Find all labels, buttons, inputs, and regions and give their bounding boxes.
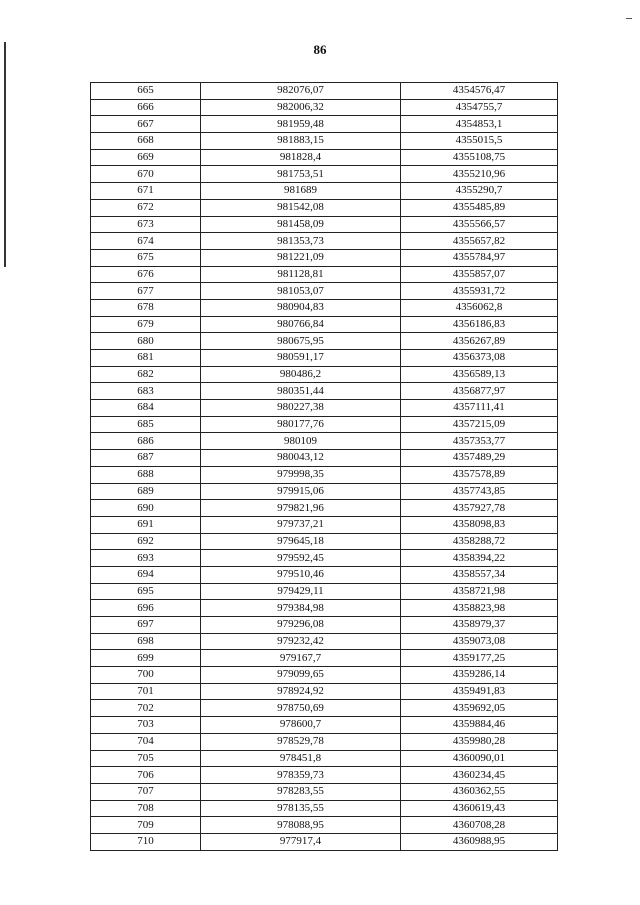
y-coordinate-cell: 4359884,46 [401, 717, 558, 734]
y-coordinate-cell: 4355566,57 [401, 216, 558, 233]
point-number-cell: 681 [91, 350, 201, 367]
point-number-cell: 665 [91, 83, 201, 100]
y-coordinate-cell: 4360362,55 [401, 783, 558, 800]
table-row [91, 199, 558, 216]
table-row [91, 783, 558, 800]
table-row [91, 483, 558, 500]
table-row [91, 733, 558, 750]
table-row [91, 216, 558, 233]
table-row [91, 466, 558, 483]
coordinates-table-body [91, 83, 558, 851]
point-number-cell: 676 [91, 266, 201, 283]
point-number-cell: 691 [91, 516, 201, 533]
x-coordinate-cell: 978529,78 [201, 733, 401, 750]
x-coordinate-cell: 981053,07 [201, 283, 401, 300]
y-coordinate-cell: 4357353,77 [401, 433, 558, 450]
y-coordinate-cell: 4357489,29 [401, 450, 558, 467]
table-row [91, 767, 558, 784]
point-number-cell: 678 [91, 299, 201, 316]
x-coordinate-cell: 978750,69 [201, 700, 401, 717]
x-coordinate-cell: 979645,18 [201, 533, 401, 550]
point-number-cell: 701 [91, 683, 201, 700]
table-row [91, 233, 558, 250]
y-coordinate-cell: 4360619,43 [401, 800, 558, 817]
point-number-cell: 677 [91, 283, 201, 300]
point-number-cell: 700 [91, 667, 201, 684]
point-number-cell: 706 [91, 767, 201, 784]
point-number-cell: 690 [91, 500, 201, 517]
point-number-cell: 709 [91, 817, 201, 834]
y-coordinate-cell: 4356373,08 [401, 350, 558, 367]
y-coordinate-cell: 4359491,83 [401, 683, 558, 700]
table-row [91, 83, 558, 100]
table-row [91, 283, 558, 300]
x-coordinate-cell: 979232,42 [201, 633, 401, 650]
point-number-cell: 667 [91, 116, 201, 133]
y-coordinate-cell: 4355784,97 [401, 249, 558, 266]
y-coordinate-cell: 4354853,1 [401, 116, 558, 133]
y-coordinate-cell: 4358394,22 [401, 550, 558, 567]
table-row [91, 400, 558, 417]
point-number-cell: 675 [91, 249, 201, 266]
y-coordinate-cell: 4355485,89 [401, 199, 558, 216]
table-row [91, 249, 558, 266]
x-coordinate-cell: 978283,55 [201, 783, 401, 800]
table-row [91, 833, 558, 850]
y-coordinate-cell: 4357927,78 [401, 500, 558, 517]
table-row [91, 166, 558, 183]
point-number-cell: 705 [91, 750, 201, 767]
y-coordinate-cell: 4355931,72 [401, 283, 558, 300]
left-margin-rule [4, 42, 6, 267]
x-coordinate-cell: 981221,09 [201, 249, 401, 266]
table-row [91, 516, 558, 533]
point-number-cell: 708 [91, 800, 201, 817]
x-coordinate-cell: 979592,45 [201, 550, 401, 567]
point-number-cell: 710 [91, 833, 201, 850]
table-row [91, 683, 558, 700]
x-coordinate-cell: 981753,51 [201, 166, 401, 183]
point-number-cell: 685 [91, 416, 201, 433]
table-row [91, 366, 558, 383]
table-row [91, 416, 558, 433]
table-row [91, 700, 558, 717]
y-coordinate-cell: 4359177,25 [401, 650, 558, 667]
table-row [91, 450, 558, 467]
table-row [91, 433, 558, 450]
x-coordinate-cell: 980675,95 [201, 333, 401, 350]
point-number-cell: 703 [91, 717, 201, 734]
point-number-cell: 693 [91, 550, 201, 567]
point-number-cell: 670 [91, 166, 201, 183]
table-row [91, 99, 558, 116]
y-coordinate-cell: 4355290,7 [401, 183, 558, 200]
table-row [91, 633, 558, 650]
x-coordinate-cell: 982076,07 [201, 83, 401, 100]
table-row [91, 717, 558, 734]
table-row [91, 617, 558, 634]
y-coordinate-cell: 4358557,34 [401, 566, 558, 583]
y-coordinate-cell: 4356589,13 [401, 366, 558, 383]
y-coordinate-cell: 4354755,7 [401, 99, 558, 116]
point-number-cell: 688 [91, 466, 201, 483]
point-number-cell: 696 [91, 600, 201, 617]
point-number-cell: 698 [91, 633, 201, 650]
point-number-cell: 702 [91, 700, 201, 717]
point-number-cell: 673 [91, 216, 201, 233]
y-coordinate-cell: 4359980,28 [401, 733, 558, 750]
y-coordinate-cell: 4357111,41 [401, 400, 558, 417]
x-coordinate-cell: 980227,38 [201, 400, 401, 417]
table-row [91, 583, 558, 600]
x-coordinate-cell: 979099,65 [201, 667, 401, 684]
point-number-cell: 686 [91, 433, 201, 450]
table-row [91, 533, 558, 550]
table-row [91, 316, 558, 333]
table-row [91, 333, 558, 350]
x-coordinate-cell: 979384,98 [201, 600, 401, 617]
x-coordinate-cell: 979167,7 [201, 650, 401, 667]
x-coordinate-cell: 980043,12 [201, 450, 401, 467]
y-coordinate-cell: 4360234,45 [401, 767, 558, 784]
point-number-cell: 668 [91, 133, 201, 150]
point-number-cell: 674 [91, 233, 201, 250]
right-margin-mark [626, 18, 632, 19]
table-row [91, 266, 558, 283]
table-row [91, 299, 558, 316]
point-number-cell: 704 [91, 733, 201, 750]
x-coordinate-cell: 979296,08 [201, 617, 401, 634]
point-number-cell: 683 [91, 383, 201, 400]
table-row [91, 116, 558, 133]
x-coordinate-cell: 978924,92 [201, 683, 401, 700]
table-row [91, 149, 558, 166]
x-coordinate-cell: 980109 [201, 433, 401, 450]
page-number: 86 [313, 42, 327, 57]
x-coordinate-cell: 981353,73 [201, 233, 401, 250]
table-row [91, 350, 558, 367]
table-row [91, 667, 558, 684]
point-number-cell: 687 [91, 450, 201, 467]
point-number-cell: 666 [91, 99, 201, 116]
x-coordinate-cell: 978359,73 [201, 767, 401, 784]
x-coordinate-cell: 981128,81 [201, 266, 401, 283]
y-coordinate-cell: 4356877,97 [401, 383, 558, 400]
x-coordinate-cell: 981959,48 [201, 116, 401, 133]
point-number-cell: 669 [91, 149, 201, 166]
x-coordinate-cell: 981542,08 [201, 199, 401, 216]
table-row [91, 817, 558, 834]
point-number-cell: 680 [91, 333, 201, 350]
table-row [91, 550, 558, 567]
y-coordinate-cell: 4355108,75 [401, 149, 558, 166]
y-coordinate-cell: 4358098,83 [401, 516, 558, 533]
y-coordinate-cell: 4360708,28 [401, 817, 558, 834]
y-coordinate-cell: 4359692,05 [401, 700, 558, 717]
coordinates-table [90, 82, 558, 851]
y-coordinate-cell: 4359073,08 [401, 633, 558, 650]
y-coordinate-cell: 4354576,47 [401, 83, 558, 100]
point-number-cell: 671 [91, 183, 201, 200]
table-row [91, 183, 558, 200]
y-coordinate-cell: 4360988,95 [401, 833, 558, 850]
point-number-cell: 679 [91, 316, 201, 333]
x-coordinate-cell: 979998,35 [201, 466, 401, 483]
x-coordinate-cell: 980351,44 [201, 383, 401, 400]
point-number-cell: 684 [91, 400, 201, 417]
point-number-cell: 692 [91, 533, 201, 550]
x-coordinate-cell: 980904,83 [201, 299, 401, 316]
table-row [91, 750, 558, 767]
point-number-cell: 689 [91, 483, 201, 500]
x-coordinate-cell: 981828,4 [201, 149, 401, 166]
point-number-cell: 707 [91, 783, 201, 800]
y-coordinate-cell: 4357743,85 [401, 483, 558, 500]
y-coordinate-cell: 4359286,14 [401, 667, 558, 684]
x-coordinate-cell: 980591,17 [201, 350, 401, 367]
x-coordinate-cell: 979510,46 [201, 566, 401, 583]
y-coordinate-cell: 4360090,01 [401, 750, 558, 767]
x-coordinate-cell: 981458,09 [201, 216, 401, 233]
x-coordinate-cell: 978600,7 [201, 717, 401, 734]
point-number-cell: 697 [91, 617, 201, 634]
y-coordinate-cell: 4356062,8 [401, 299, 558, 316]
y-coordinate-cell: 4357578,89 [401, 466, 558, 483]
x-coordinate-cell: 979737,21 [201, 516, 401, 533]
point-number-cell: 699 [91, 650, 201, 667]
x-coordinate-cell: 980177,76 [201, 416, 401, 433]
table-row [91, 600, 558, 617]
y-coordinate-cell: 4358721,98 [401, 583, 558, 600]
x-coordinate-cell: 979915,06 [201, 483, 401, 500]
y-coordinate-cell: 4355857,07 [401, 266, 558, 283]
x-coordinate-cell: 977917,4 [201, 833, 401, 850]
x-coordinate-cell: 978451,8 [201, 750, 401, 767]
y-coordinate-cell: 4358823,98 [401, 600, 558, 617]
x-coordinate-cell: 978135,55 [201, 800, 401, 817]
y-coordinate-cell: 4358979,37 [401, 617, 558, 634]
table-row [91, 566, 558, 583]
x-coordinate-cell: 982006,32 [201, 99, 401, 116]
point-number-cell: 694 [91, 566, 201, 583]
x-coordinate-cell: 981689 [201, 183, 401, 200]
table-row [91, 133, 558, 150]
y-coordinate-cell: 4355657,82 [401, 233, 558, 250]
point-number-cell: 672 [91, 199, 201, 216]
y-coordinate-cell: 4356186,83 [401, 316, 558, 333]
table-row [91, 500, 558, 517]
x-coordinate-cell: 978088,95 [201, 817, 401, 834]
table-row [91, 800, 558, 817]
x-coordinate-cell: 981883,15 [201, 133, 401, 150]
y-coordinate-cell: 4355015,5 [401, 133, 558, 150]
y-coordinate-cell: 4356267,89 [401, 333, 558, 350]
x-coordinate-cell: 980766,84 [201, 316, 401, 333]
y-coordinate-cell: 4358288,72 [401, 533, 558, 550]
x-coordinate-cell: 980486,2 [201, 366, 401, 383]
y-coordinate-cell: 4357215,09 [401, 416, 558, 433]
table-row [91, 383, 558, 400]
point-number-cell: 695 [91, 583, 201, 600]
y-coordinate-cell: 4355210,96 [401, 166, 558, 183]
x-coordinate-cell: 979821,96 [201, 500, 401, 517]
x-coordinate-cell: 979429,11 [201, 583, 401, 600]
point-number-cell: 682 [91, 366, 201, 383]
table-row [91, 650, 558, 667]
